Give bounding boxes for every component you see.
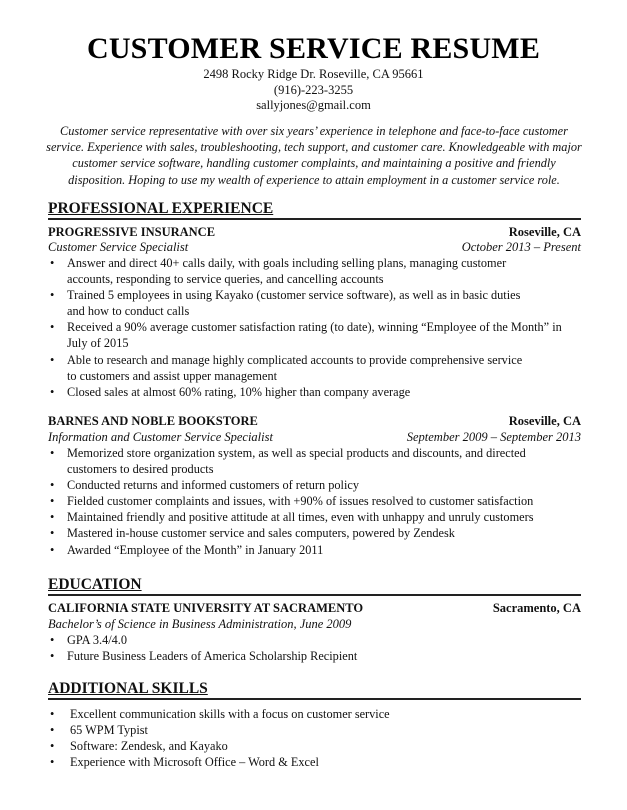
section-heading-education: EDUCATION: [48, 576, 581, 596]
bullet-text: Maintained friendly and positive attitude at all times, even with unhappy and unruly customers: [67, 510, 534, 525]
company-name: BARNES AND NOBLE BOOKSTORE: [48, 414, 258, 428]
bullet-text: Received a 90% average customer satisfaction rating (to date), winning “Employee of the Month” in July of 2015: [67, 320, 562, 351]
list-item: [48, 722, 581, 738]
bullet-text: GPA 3.4/4.0: [67, 633, 128, 647]
bullet-icon: •: [50, 739, 55, 754]
list-item: [48, 706, 581, 722]
job-header: [48, 413, 581, 429]
bullet-icon: •: [50, 526, 55, 541]
summary: Customer service representative with over six years’ experience in telephone and face-to-face customer service. Experience with sales, troubleshooting, tech support, and customer care. Knowledgeable with major customer service software, handling customer complaints, and maintaining a positive and friendly disposition. Hoping to use my wealth of experience to attain employment in a customer service role.: [46, 124, 582, 187]
bullet-text: Able to research and manage highly complicated accounts to provide comprehensive service to customers and assist upper management: [67, 352, 523, 383]
degree-row: [48, 616, 581, 632]
address: 2498 Rocky Ridge Dr. Roseville, CA 95661: [203, 67, 424, 81]
list-item: [48, 493, 581, 509]
job-dates: September 2009 – September 2013: [406, 430, 581, 444]
list-item: [48, 525, 581, 541]
job-header: [48, 224, 581, 240]
bullet-text: 65 WPM Typist: [70, 723, 148, 738]
list-item: [48, 319, 581, 351]
bullet-icon: •: [50, 510, 55, 525]
job-location: Roseville, CA: [508, 414, 581, 428]
bullet-text: Trained 5 employees in using Kayako (customer service software), as well as in basic duties and how to conduct calls: [67, 288, 521, 319]
bullet-text: Future Business Leaders of America Scholarship Recipient: [67, 649, 358, 664]
bullet-text: Closed sales at almost 60% rating, 10% higher than company average: [67, 384, 411, 399]
bullet-icon: •: [50, 542, 55, 557]
company-name: PROGRESSIVE INSURANCE: [48, 225, 216, 239]
email: sallyjones@gmail.com: [256, 98, 371, 112]
job-location: Roseville, CA: [508, 225, 581, 239]
bullet-icon: •: [50, 633, 55, 647]
list-item: [48, 287, 528, 319]
list-item: [48, 542, 581, 558]
bullet-text: Software: Zendesk, and Kayako: [70, 739, 228, 754]
bullet-icon: •: [50, 723, 55, 738]
section-heading-experience: PROFESSIONAL EXPERIENCE: [48, 200, 581, 220]
bullet-icon: •: [50, 384, 55, 399]
bullet-icon: •: [50, 649, 55, 664]
bullet-text: Conducted returns and informed customers of return policy: [67, 478, 359, 493]
list-item: [48, 255, 528, 287]
bullet-icon: •: [50, 494, 55, 509]
bullet-text: Answer and direct 40+ calls daily, with goals including selling plans, managing customer accounts, responding to service queries, and cancelling accounts: [67, 256, 507, 287]
job-bullets: [48, 445, 581, 558]
bullet-text: Experience with Microsoft Office – Word & Excel: [70, 755, 319, 770]
job-dates: October 2013 – Present: [461, 240, 581, 254]
bullet-text: Fielded customer complaints and issues, with +90% of issues resolved to customer satisfaction: [67, 494, 534, 509]
list-item: [48, 509, 581, 525]
job-subheader: [48, 429, 581, 445]
list-item: [48, 352, 528, 384]
bullet-icon: •: [50, 320, 55, 335]
skills-bullets: [48, 706, 581, 770]
bullet-text: Memorized store organization system, as well as special products and discounts, and directed customers to desired products: [67, 446, 526, 477]
list-item: [48, 445, 528, 477]
list-item: [48, 738, 581, 754]
phone: (916)-223-3255: [273, 83, 354, 97]
job-role: Information and Customer Service Specialist: [48, 430, 273, 444]
list-item: [48, 632, 581, 648]
bullet-text: Awarded “Employee of the Month” in January 2011: [67, 542, 324, 557]
bullet-icon: •: [50, 288, 55, 303]
education-bullets: [48, 632, 581, 664]
bullet-icon: •: [50, 707, 55, 721]
job-subheader: [48, 239, 581, 255]
bullet-text: Mastered in-house customer service and sales computers, powered by Zendesk: [67, 526, 455, 541]
job-role: Customer Service Specialist: [48, 240, 189, 254]
resume-title: CUSTOMER SERVICE RESUME: [86, 32, 541, 65]
school-location: Sacramento, CA: [492, 601, 581, 615]
bullet-icon: •: [50, 352, 55, 367]
section-heading-skills: ADDITIONAL SKILLS: [48, 680, 581, 700]
bullet-icon: •: [50, 446, 55, 460]
school-header: [48, 600, 581, 616]
bullet-text: Excellent communication skills with a focus on customer service: [70, 707, 390, 721]
list-item: [48, 648, 581, 664]
degree: Bachelor’s of Science in Business Administration, June 2009: [48, 617, 352, 631]
list-item: [48, 384, 528, 400]
list-item: [48, 754, 581, 770]
job-bullets: [48, 255, 562, 400]
list-item: [48, 477, 581, 493]
bullet-icon: •: [50, 755, 55, 770]
school-name: CALIFORNIA STATE UNIVERSITY AT SACRAMENTO: [48, 601, 364, 615]
bullet-icon: •: [50, 478, 55, 493]
bullet-icon: •: [50, 256, 55, 270]
